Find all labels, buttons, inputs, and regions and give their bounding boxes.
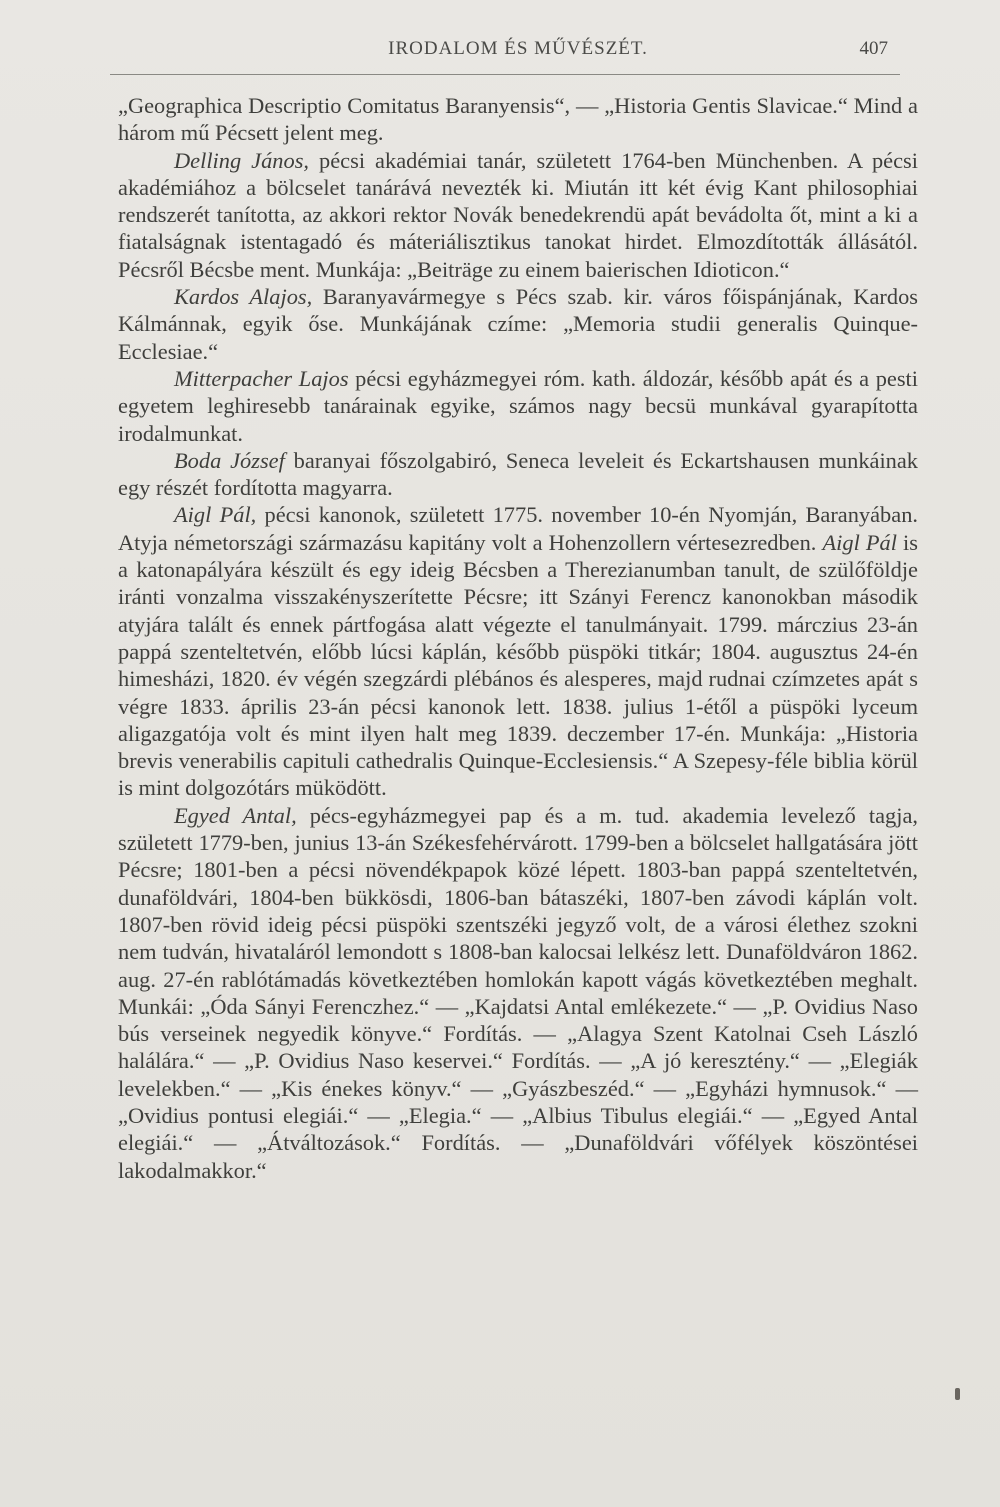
author-name: Mitterpacher Lajos [174,365,349,391]
body-text [118,92,918,1184]
text-run: pécsi kanonok, született 1775. november 10-én Nyomján, Baranyában. Atyja németországi származásu kapitány volt a Hohenzollern vértesezredben. [118,502,918,555]
author-name: Egyed Antal, [174,802,297,828]
paragraph [118,147,918,283]
author-name: Aigl Pál, [174,502,257,528]
author-name: Aigl Pál [822,529,897,555]
paragraph [118,365,918,447]
running-head [118,38,918,66]
paragraph [118,501,918,801]
text-run: Baranyavármegye s Pécs szab. kir. város főispánjának, Kardos Kálmánnak, egyik őse. Munkájának czíme: „Memoria studii generalis Quinque-Ecclesiae.“ [118,284,918,364]
text-run: is a katonapályára készült és egy ideig Bécsben a Therezianumban tanult, de szülőföldje iránti vonzalma visszakényszerítette Pécsre; itt Szányi Ferencz kanonokban második atyjára talált és ennek pártfogása alatt végezte el tanulmányait. 1799. márczius 23-án pappá szenteltetvén, előbb lúcsi káplán, később püspöki titkár; 1804. augusztus 24-én himesházi, 1820. év végén szegzárdi plébános és alesperes, majd rudnai czímzetes apát s végre 1833. április 23-án pécsi kanonok lett. 1838. julius 1-étől a püspöki lyceum aligazgatója volt és mint ilyen halt meg 1839. deczember 17-én. Munkája: „Historia brevis venerabilis capituli cathedralis Quinque-Ecclesiensis.“ A Szepesy-féle biblia körül is mint dolgozótárs müködött. [118,529,918,801]
paragraph [118,802,918,1184]
author-name: Boda József [174,447,285,473]
author-name: Kardos Alajos, [174,284,313,310]
paragraph [118,92,918,147]
paragraph [118,283,918,365]
text-run: pécsi akadémiai tanár, született 1764-ben Münchenben. A pécsi akadémiához a bölcselet tanárává nevezték ki. Miután itt két évig Kant philosophiai rendszerét tanította, az akkori rektor Novák benedekrendü apát bevádolta őt, mint a ki a fiatalságnak istentagadó és máteriálisztikus tanokat hirdet. Elmozdították állásától. Pécsről Bécsbe ment. Munkája: „Beiträge zu einem baierischen Idioticon.“ [118,147,918,282]
text-run: pécs-egyházmegyei pap és a m. tud. akademia levelező tagja, született 1779-ben, junius 13-án Székesfehérvárott. 1799-ben a bölcselet hallgatására jött Pécsre; 1801-ben a pécsi növendékpapok közé lépett. 1803-ban pappá szenteltetvén, dunaföldvári, 1804-ben bükkösdi, 1806-ban bátaszéki, 1807-ben závodi káplán volt. 1807-ben rövid ideig pécsi püspöki szentszéki jegyző volt, de a városi élethez szokni nem tudván, hivataláról lemondott s 1808-ban kalocsai lelkész lett. Dunaföldváron 1862. aug. 27-én rablótámadás következtében homlokán kapott vágás következtében meghalt. Munkái: „Óda Sányi Ferenczhez.“ — „Kajdatsi Antal emlékezete.“ — „P. Ovidius Naso bús verseinek negyedik könyve.“ Fordítás. — „Alagya Szent Katolnai Cseh László halálára.“ — „P. Ovidius Naso keservei.“ Fordítás. — „A jó keresztény.“ — „Elegiák levelekben.“ — „Kis énekes könyv.“ — „Gyászbeszéd.“ — „Egyházi hymnusok.“ — „Ovidius pontusi elegiái.“ — „Elegia.“ — „Albius Tibulus elegiái.“ — „Egyed Antal elegiái.“ — „Átváltozások.“ Fordítás. — „Dunaföldvári vőfélyek köszöntései lakodalmakkor.“ [118,802,918,1183]
page-number: 407 [859,38,888,59]
text-run: „Geographica Descriptio Comitatus Baranyensis“, — „Historia Gentis Slavicae.“ Mind a három mű Pécsett jelent meg. [118,93,918,146]
text-run: pécsi egyházmegyei róm. kath. áldozár, később apát és a pesti egyetem leghiresebb tanárainak egyike, számos nagy becsü munkával gyarapította irodalmunkat. [118,365,918,446]
author-name: Delling János, [174,147,310,173]
text-run: baranyai főszolgabiró, Seneca leveleit és Eckartshausen munkáinak egy részét fordította magyarra. [118,447,918,501]
running-title: IRODALOM ÉS MŰVÉSZÉT. [388,38,648,59]
paragraph [118,447,918,502]
ink-speck [955,1388,960,1400]
header-rule [110,74,900,75]
